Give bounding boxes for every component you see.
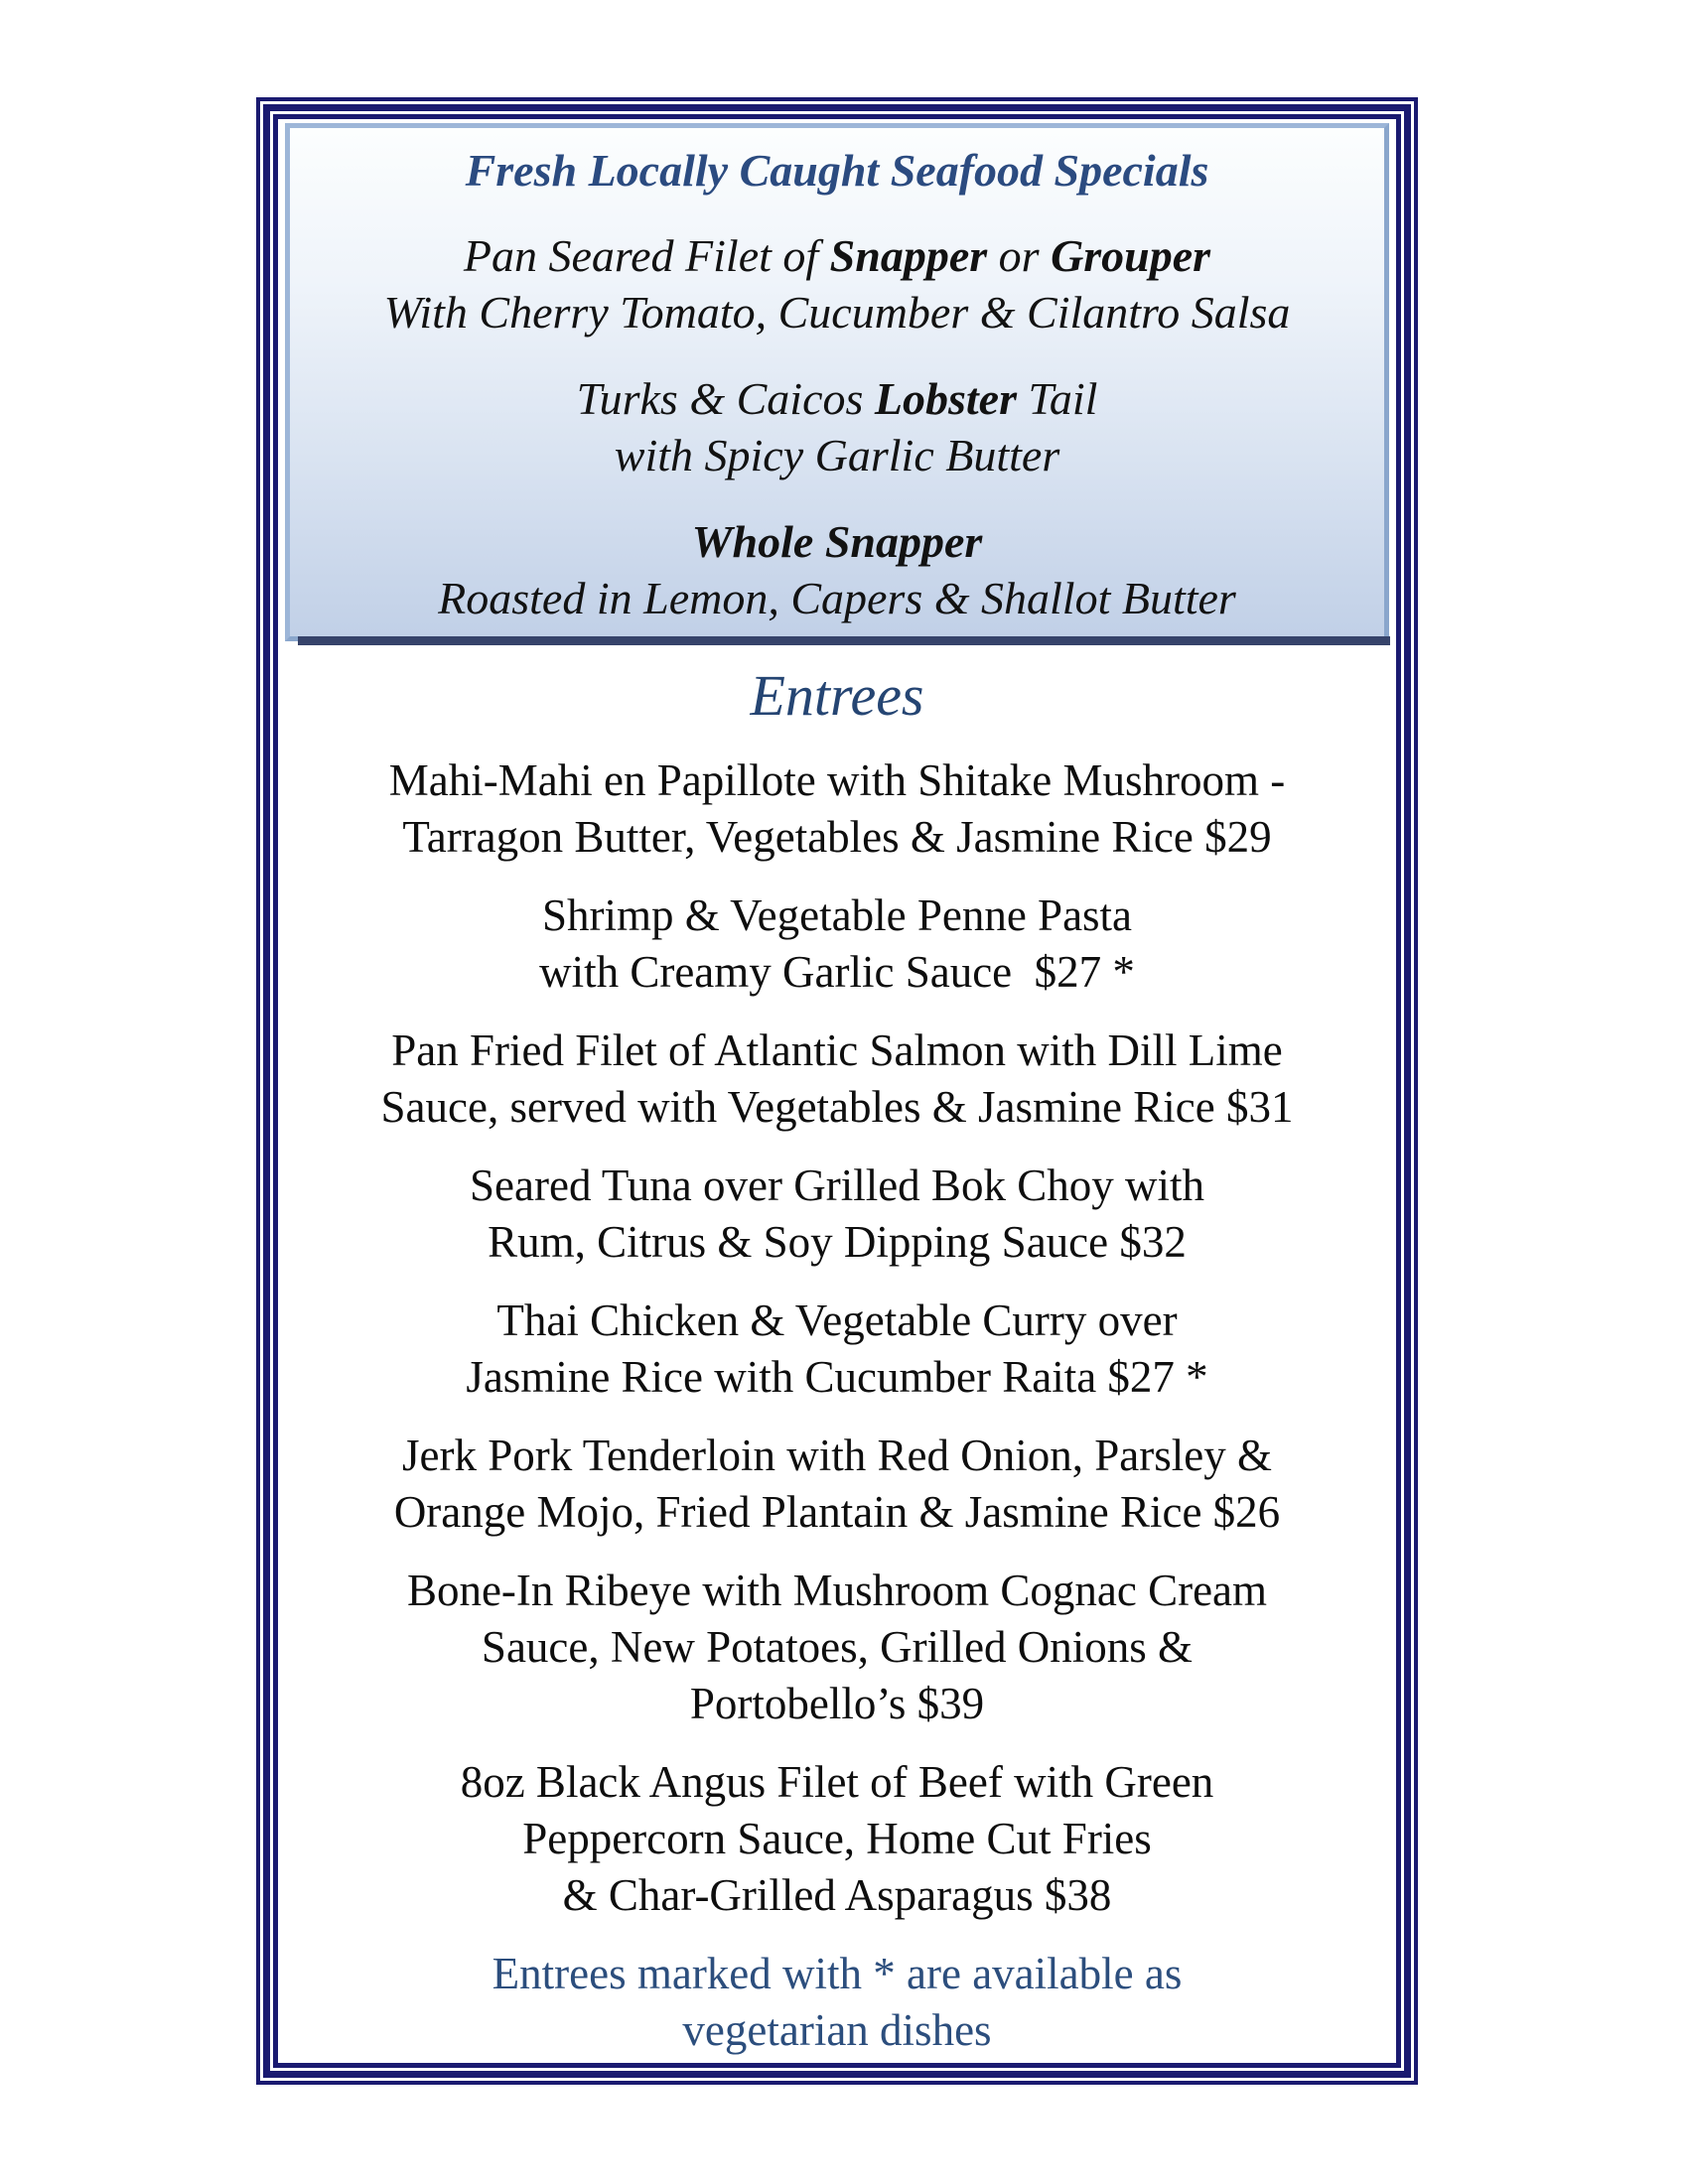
footnote-line: vegetarian dishes [682, 2005, 992, 2055]
entree-line: Jasmine Rice with Cucumber Raita $27 * [466, 1352, 1208, 1402]
entree-line: Thai Chicken & Vegetable Curry over [496, 1296, 1178, 1345]
entree-line: Pan Fried Filet of Atlantic Salmon with Dill Lime [391, 1025, 1283, 1075]
special-item-name-line [306, 513, 1368, 570]
special-item-description-line: With Cherry Tomato, Cucumber & Cilantro Salsa [383, 287, 1291, 338]
menu-content [278, 119, 1396, 2063]
entree-item-atlantic-salmon [285, 1023, 1389, 1136]
special-item-bold-text: Snapper [829, 230, 988, 281]
entree-item-jerk-pork [285, 1428, 1389, 1541]
entree-item-black-angus-filet [285, 1754, 1389, 1924]
special-item-snapper-grouper [306, 227, 1368, 341]
special-item-bold-text: Whole Snapper [691, 516, 983, 567]
seafood-specials-box [285, 123, 1389, 641]
entree-line: Shrimp & Vegetable Penne Pasta [541, 890, 1133, 940]
special-item-text: Pan Seared Filet of [463, 230, 830, 281]
special-item-bold-text: Grouper [1051, 230, 1211, 281]
entree-line: Portobello’s $39 [689, 1679, 985, 1728]
entrees-section-heading: Entrees [750, 663, 924, 728]
special-item-whole-snapper [306, 513, 1368, 626]
special-item-text: Tail [1017, 373, 1098, 424]
special-item-text: Turks & Caicos [576, 373, 875, 424]
entree-line: Rum, Citrus & Soy Dipping Sauce $32 [488, 1217, 1187, 1267]
entree-line: Sauce, New Potatoes, Grilled Onions & [481, 1622, 1194, 1672]
middle-border-frame [263, 104, 1411, 2078]
special-item-name-line [306, 370, 1368, 427]
entree-line: Orange Mojo, Fried Plantain & Jasmine Rice $26 [393, 1487, 1281, 1537]
special-item-description-line: Roasted in Lemon, Capers & Shallot Butter [438, 573, 1236, 623]
entree-line: Sauce, served with Vegetables & Jasmine Rice $31 [380, 1082, 1294, 1132]
specials-title: Fresh Locally Caught Seafood Specials [465, 145, 1209, 196]
entree-item-seared-tuna [285, 1158, 1389, 1271]
entree-line: Seared Tuna over Grilled Bok Choy with [470, 1160, 1204, 1210]
entree-item-bone-in-ribeye [285, 1563, 1389, 1732]
entree-line: & Char-Grilled Asparagus $38 [562, 1870, 1112, 1920]
footnote-line: Entrees marked with * are available as [492, 1949, 1183, 1998]
special-item-description-line: with Spicy Garlic Butter [614, 430, 1060, 480]
special-item-text: or [987, 230, 1052, 281]
entree-line: Tarragon Butter, Vegetables & Jasmine Rice $29 [402, 812, 1272, 862]
entree-item-thai-chicken-curry [285, 1293, 1389, 1406]
entree-item-shrimp-penne [285, 887, 1389, 1001]
entree-line: Peppercorn Sauce, Home Cut Fries [522, 1814, 1152, 1863]
entree-line: Jerk Pork Tenderloin with Red Onion, Parsley & [402, 1431, 1272, 1480]
entree-item-mahi-mahi [285, 752, 1389, 866]
vegetarian-footnote [285, 1946, 1389, 2059]
entree-line: with Creamy Garlic Sauce $27 * [539, 947, 1135, 997]
special-item-bold-text: Lobster [874, 373, 1017, 424]
entree-line: Mahi-Mahi en Papillote with Shitake Mushroom - [388, 755, 1286, 805]
inner-border-frame [273, 114, 1401, 2068]
entree-line: 8oz Black Angus Filet of Beef with Green [460, 1757, 1214, 1807]
special-item-lobster-tail [306, 370, 1368, 483]
outer-border-frame [256, 97, 1418, 2085]
special-item-name-line [306, 227, 1368, 284]
entree-line: Bone-In Ribeye with Mushroom Cognac Cream [406, 1566, 1268, 1615]
